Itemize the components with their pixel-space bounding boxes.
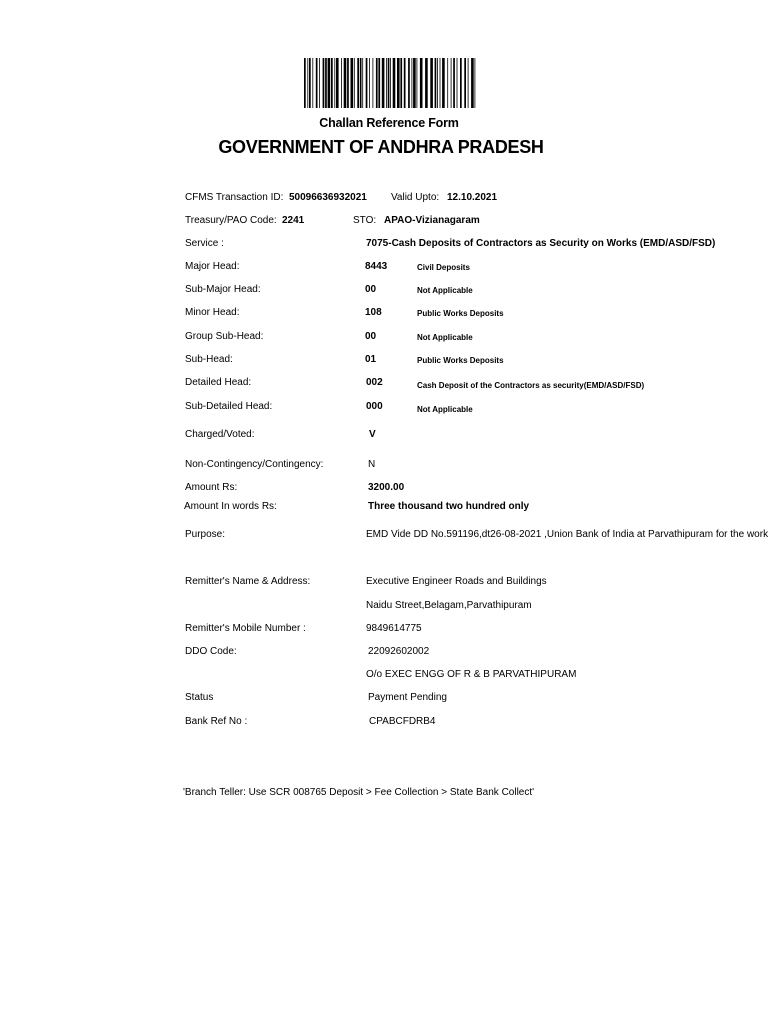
valid-upto-label: Valid Upto:: [391, 192, 440, 203]
sub-detailed-head-desc: Not Applicable: [417, 405, 473, 414]
remitter-name: Executive Engineer Roads and Buildings: [366, 576, 547, 587]
service-value: 7075-Cash Deposits of Contractors as Security on Works (EMD/ASD/FSD): [366, 238, 716, 249]
group-sub-head-label: Group Sub-Head:: [185, 331, 264, 342]
minor-head-desc: Public Works Deposits: [417, 309, 504, 318]
remitter-label: Remitter's Name & Address:: [185, 576, 311, 587]
sub-head-desc: Public Works Deposits: [417, 356, 504, 365]
remitter-address: Naidu Street,Belagam,Parvathipuram: [366, 600, 532, 611]
sub-major-head-code: 00: [365, 284, 377, 295]
valid-upto-value: 12.10.2021: [447, 192, 498, 203]
purpose-label: Purpose:: [185, 529, 226, 540]
charged-voted-label: Charged/Voted:: [185, 429, 255, 440]
minor-head-label: Minor Head:: [185, 307, 240, 318]
sto-label: STO:: [353, 215, 377, 226]
bank-ref-label: Bank Ref No :: [185, 716, 248, 727]
form-title: Challan Reference Form: [319, 116, 459, 130]
treasury-label: Treasury/PAO Code:: [185, 215, 277, 226]
amount-value: 3200.00: [368, 482, 405, 493]
treasury-value: 2241: [282, 215, 305, 226]
cfms-value: 50096636932021: [289, 192, 367, 203]
barcode-image: [304, 58, 476, 108]
branch-teller-note: 'Branch Teller: Use SCR 008765 Deposit > Fee Collection > State Bank Collect': [183, 787, 535, 798]
status-value: Payment Pending: [368, 692, 447, 703]
contingency-label: Non-Contingency/Contingency:: [185, 459, 324, 470]
mobile-label: Remitter's Mobile Number :: [185, 623, 306, 634]
amount-words-label: Amount In words Rs:: [184, 501, 277, 512]
charged-voted-value: V: [369, 429, 376, 440]
ddo-code-label: DDO Code:: [185, 646, 237, 657]
cfms-label: CFMS Transaction ID:: [185, 192, 284, 203]
group-sub-head-desc: Not Applicable: [417, 333, 473, 342]
major-head-code: 8443: [365, 261, 388, 272]
sub-major-head-desc: Not Applicable: [417, 286, 473, 295]
detailed-head-code: 002: [366, 377, 383, 388]
minor-head-code: 108: [365, 307, 382, 318]
service-label: Service :: [185, 238, 224, 249]
major-head-label: Major Head:: [185, 261, 240, 272]
sub-major-head-label: Sub-Major Head:: [185, 284, 261, 295]
ddo-office: O/o EXEC ENGG OF R & B PARVATHIPURAM: [366, 669, 577, 680]
sto-value: APAO-Vizianagaram: [384, 215, 480, 226]
sub-detailed-head-code: 000: [366, 401, 383, 412]
ddo-code-value: 22092602002: [368, 646, 430, 657]
purpose-value: EMD Vide DD No.591196,dt26-08-2021 ,Union Bank of India at Parvathipuram for the work: [366, 529, 768, 540]
status-label: Status: [185, 692, 214, 703]
sub-head-label: Sub-Head:: [185, 354, 233, 365]
mobile-value: 9849614775: [366, 623, 422, 634]
amount-label: Amount Rs:: [185, 482, 238, 493]
detailed-head-label: Detailed Head:: [185, 377, 252, 388]
group-sub-head-code: 00: [365, 331, 377, 342]
bank-ref-value: CPABCFDRB4: [369, 716, 436, 727]
detailed-head-desc: Cash Deposit of the Contractors as security(EMD/ASD/FSD): [417, 381, 645, 390]
contingency-value: N: [368, 459, 376, 470]
government-title: GOVERNMENT OF ANDHRA PRADESH: [218, 137, 544, 157]
major-head-desc: Civil Deposits: [417, 263, 470, 272]
amount-words-value: Three thousand two hundred only: [368, 501, 530, 512]
sub-detailed-head-label: Sub-Detailed Head:: [185, 401, 273, 412]
sub-head-code: 01: [365, 354, 377, 365]
